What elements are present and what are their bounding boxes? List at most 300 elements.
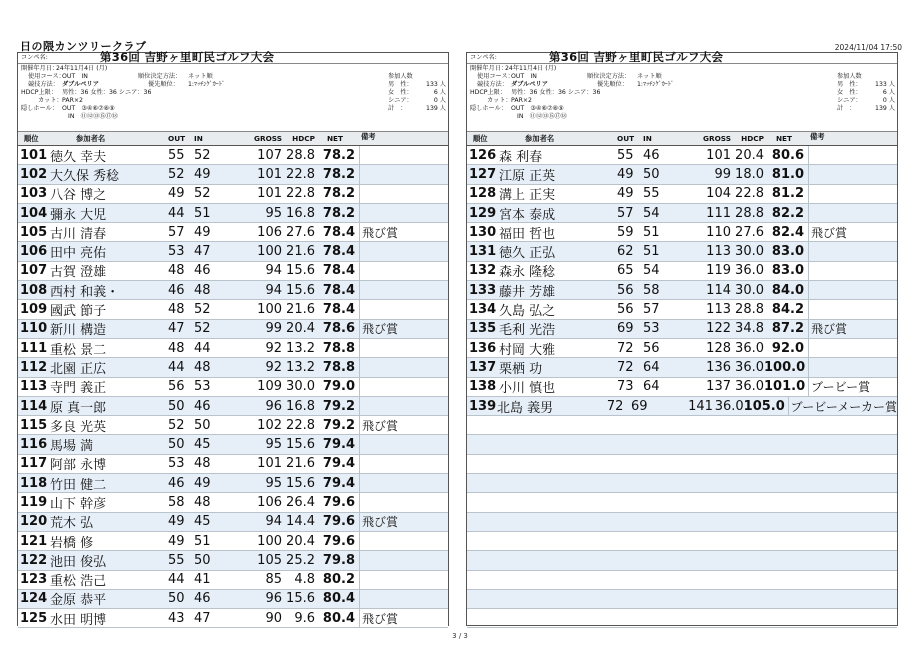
in-score: 54 bbox=[643, 205, 660, 221]
player-name: 國武 節子 bbox=[50, 304, 107, 320]
hdcp-value: 30.0 bbox=[286, 379, 315, 395]
hdcp-value: 36.0 bbox=[735, 263, 764, 279]
competition-header bbox=[467, 50, 897, 132]
table-row bbox=[467, 300, 897, 319]
remark bbox=[359, 242, 448, 260]
stat-value: 0 人 bbox=[433, 97, 446, 104]
out-score: 59 bbox=[617, 224, 634, 240]
table-row bbox=[18, 513, 448, 532]
remark bbox=[359, 339, 448, 357]
hdcp-value: 22.8 bbox=[286, 186, 315, 202]
net-score: 100.0 bbox=[764, 359, 806, 375]
out-score: 52 bbox=[168, 417, 185, 433]
net-score: 105.0 bbox=[743, 398, 785, 414]
results-rows bbox=[18, 146, 448, 628]
participants-title: 参加人数 bbox=[388, 73, 413, 80]
player-name: 北島 義男 bbox=[496, 400, 554, 416]
net-score: 79.4 bbox=[322, 475, 355, 491]
hidden-holes-out: OUT ③④⑥⑦⑧⑨ bbox=[511, 105, 564, 112]
in-score: 53 bbox=[194, 379, 211, 395]
rank-cell: 111 bbox=[20, 340, 48, 356]
remark bbox=[359, 165, 448, 183]
gross-score: 95 bbox=[265, 437, 282, 453]
gross-score: 95 bbox=[265, 205, 282, 221]
remark: 飛び賞 bbox=[359, 416, 448, 434]
hdcp-value: 15.6 bbox=[286, 282, 315, 298]
table-row bbox=[18, 281, 448, 300]
format-value: ダブルペリア bbox=[62, 81, 99, 88]
rank-cell: 101 bbox=[20, 147, 48, 163]
col-note: 備考 bbox=[810, 132, 825, 141]
cut-label: カット： bbox=[487, 97, 512, 104]
table-row bbox=[18, 378, 448, 397]
gross-score: 104 bbox=[706, 186, 731, 202]
date-value: 24年11月4日 (月) bbox=[505, 65, 557, 72]
column-header-row bbox=[18, 132, 448, 146]
hdcp-value: 16.8 bbox=[286, 398, 315, 414]
in-score: 46 bbox=[194, 263, 211, 279]
gross-score: 100 bbox=[257, 533, 282, 549]
in-score: 41 bbox=[194, 572, 211, 588]
gross-score: 109 bbox=[257, 379, 282, 395]
gross-score: 101 bbox=[257, 166, 282, 182]
out-score: 47 bbox=[168, 321, 185, 337]
out-score: 44 bbox=[168, 572, 185, 588]
gross-score: 92 bbox=[265, 340, 282, 356]
rank-cell: 131 bbox=[469, 244, 497, 260]
club-name: 日の隈カンツリークラブ bbox=[20, 40, 147, 53]
stat-value: 133 人 bbox=[875, 81, 895, 88]
net-score: 80.6 bbox=[771, 147, 804, 163]
rank-cell: 130 bbox=[469, 224, 497, 240]
empty-row bbox=[467, 609, 897, 628]
player-name: 重松 浩己 bbox=[50, 574, 107, 590]
out-score: 44 bbox=[168, 205, 185, 221]
out-score: 57 bbox=[168, 224, 185, 240]
out-score: 56 bbox=[617, 282, 634, 298]
player-name: 阿部 永博 bbox=[50, 458, 107, 474]
stat-value: 139 人 bbox=[426, 105, 446, 112]
table-row bbox=[18, 532, 448, 551]
player-name: 彌永 大児 bbox=[50, 207, 107, 223]
out-score: 49 bbox=[617, 166, 634, 182]
gross-score: 111 bbox=[706, 205, 731, 221]
table-row bbox=[18, 455, 448, 474]
stat-label: 計 ： bbox=[837, 105, 856, 112]
player-name: 久島 弘之 bbox=[499, 304, 556, 320]
in-score: 56 bbox=[643, 340, 660, 356]
empty-row bbox=[467, 435, 897, 454]
hdcp-value: 9.6 bbox=[294, 610, 315, 626]
hdcp-value: 21.6 bbox=[286, 456, 315, 472]
remark bbox=[808, 242, 897, 260]
player-name: 荒木 弘 bbox=[50, 516, 94, 532]
gross-score: 94 bbox=[265, 514, 282, 530]
out-score: 50 bbox=[168, 398, 185, 414]
in-score: 48 bbox=[194, 456, 211, 472]
col-in: IN bbox=[643, 134, 652, 143]
rank-cell: 123 bbox=[20, 572, 48, 588]
hdcp-value: 36.0 bbox=[735, 340, 764, 356]
hdcp-value: 4.8 bbox=[294, 572, 315, 588]
rank-cell: 134 bbox=[469, 302, 497, 318]
rank-cell: 116 bbox=[20, 437, 48, 453]
rank-cell: 118 bbox=[20, 475, 48, 491]
empty-row bbox=[467, 455, 897, 474]
remark bbox=[808, 358, 897, 376]
player-name: 金原 恭平 bbox=[50, 593, 107, 609]
table-row bbox=[18, 320, 448, 339]
hdcp-value: 30.0 bbox=[735, 282, 764, 298]
stat-value: 139 人 bbox=[875, 105, 895, 112]
net-score: 79.4 bbox=[322, 437, 355, 453]
player-name: 宮本 泰成 bbox=[499, 207, 556, 223]
out-score: 62 bbox=[617, 244, 634, 260]
hdcp-value: 16.8 bbox=[286, 205, 315, 221]
in-score: 54 bbox=[643, 263, 660, 279]
gross-score: 94 bbox=[265, 263, 282, 279]
participants-title: 参加人数 bbox=[837, 73, 862, 80]
rank-cell: 108 bbox=[20, 282, 48, 298]
hdcp-value: 27.6 bbox=[735, 224, 764, 240]
net-score: 82.4 bbox=[771, 224, 804, 240]
player-name: 毛利 光浩 bbox=[499, 323, 556, 339]
player-name: 古賀 澄雄 bbox=[50, 265, 107, 281]
hidden-holes-out: OUT ③④⑥⑦⑧⑨ bbox=[62, 105, 115, 112]
remark bbox=[359, 551, 448, 569]
remark bbox=[808, 281, 897, 299]
rank-method-label: 順位決定方法： bbox=[138, 73, 182, 80]
empty-row bbox=[467, 474, 897, 493]
gross-score: 114 bbox=[706, 282, 731, 298]
out-score: 52 bbox=[168, 166, 185, 182]
player-name: 古川 清春 bbox=[50, 226, 107, 242]
in-score: 48 bbox=[194, 494, 211, 510]
rank-cell: 133 bbox=[469, 282, 497, 298]
hdcp-value: 22.8 bbox=[286, 417, 315, 433]
net-score: 79.2 bbox=[322, 417, 355, 433]
out-score: 58 bbox=[168, 494, 185, 510]
rank-cell: 102 bbox=[20, 166, 48, 182]
rank-cell: 112 bbox=[20, 359, 48, 375]
gross-score: 102 bbox=[257, 417, 282, 433]
table-row bbox=[467, 358, 897, 377]
out-score: 48 bbox=[168, 263, 185, 279]
stat-value: 133 人 bbox=[426, 81, 446, 88]
player-name: 馬場 満 bbox=[50, 439, 94, 455]
out-score: 56 bbox=[617, 302, 634, 318]
hdcp-value: 36.0 bbox=[735, 359, 764, 375]
stat-label: 男 性： bbox=[388, 81, 413, 88]
out-score: 49 bbox=[168, 514, 185, 530]
rank-cell: 105 bbox=[20, 224, 48, 240]
remark bbox=[808, 165, 897, 183]
stat-label: 計 ： bbox=[388, 105, 407, 112]
hdcp-value: 15.6 bbox=[286, 437, 315, 453]
col-rank: 順位 bbox=[473, 133, 488, 143]
out-score: 72 bbox=[617, 359, 634, 375]
remark bbox=[359, 455, 448, 473]
rank-cell: 132 bbox=[469, 263, 497, 279]
in-score: 48 bbox=[194, 359, 211, 375]
cut-value: PAR×2 bbox=[511, 97, 532, 104]
net-score: 83.0 bbox=[771, 244, 804, 260]
player-name: 池田 俊弘 bbox=[50, 554, 107, 570]
gross-score: 100 bbox=[257, 244, 282, 260]
remark bbox=[359, 397, 448, 415]
out-score: 44 bbox=[168, 359, 185, 375]
table-row bbox=[18, 223, 448, 242]
remark bbox=[359, 146, 448, 164]
remark bbox=[808, 339, 897, 357]
player-name: 栗栖 功 bbox=[499, 361, 543, 377]
net-score: 79.6 bbox=[322, 494, 355, 510]
remark: ブービーメーカー賞 bbox=[788, 397, 897, 415]
gross-score: 106 bbox=[257, 494, 282, 510]
table-row bbox=[18, 609, 448, 628]
net-score: 78.6 bbox=[322, 321, 355, 337]
hdcp-value: 男性：36 女性：36 シニア：36 bbox=[511, 89, 601, 96]
remark bbox=[359, 378, 448, 396]
col-in: IN bbox=[194, 134, 203, 143]
gross-score: 96 bbox=[265, 591, 282, 607]
hdcp-value: 男性：36 女性：36 シニア：36 bbox=[62, 89, 152, 96]
player-name: 徳久 幸夫 bbox=[50, 149, 107, 165]
table-row bbox=[18, 474, 448, 493]
player-name: 竹田 健二 bbox=[50, 477, 107, 493]
hidden-holes-label: 隠しホール： bbox=[21, 105, 59, 112]
table-row bbox=[467, 242, 897, 261]
in-score: 45 bbox=[194, 514, 211, 530]
out-score: 73 bbox=[617, 379, 634, 395]
in-score: 51 bbox=[643, 224, 660, 240]
remark bbox=[359, 532, 448, 550]
printed-timestamp: 2024/11/04 17:50 bbox=[834, 43, 902, 52]
compe-label: コンペ名: bbox=[470, 54, 497, 61]
col-out: OUT bbox=[168, 134, 186, 143]
date-label: 開催年月日： bbox=[470, 65, 508, 72]
remark bbox=[808, 185, 897, 203]
hdcp-value: 15.6 bbox=[286, 475, 315, 491]
net-score: 79.6 bbox=[322, 533, 355, 549]
remark bbox=[359, 204, 448, 222]
course-value: OUT IN bbox=[511, 73, 537, 80]
player-name: 北園 正広 bbox=[50, 361, 107, 377]
gross-score: 99 bbox=[265, 321, 282, 337]
out-score: 72 bbox=[606, 398, 624, 414]
remark bbox=[808, 204, 897, 222]
gross-score: 92 bbox=[265, 359, 282, 375]
table-row bbox=[18, 590, 448, 609]
remark bbox=[359, 262, 448, 280]
table-row bbox=[18, 493, 448, 512]
rank-cell: 117 bbox=[20, 456, 48, 472]
rank-cell: 128 bbox=[469, 186, 497, 202]
hdcp-value: 25.2 bbox=[286, 552, 315, 568]
gross-score: 141 bbox=[688, 398, 713, 414]
player-name: 八谷 博之 bbox=[50, 188, 107, 204]
rank-cell: 139 bbox=[469, 398, 497, 414]
rank-cell: 136 bbox=[469, 340, 497, 356]
out-score: 46 bbox=[168, 282, 185, 298]
in-score: 55 bbox=[643, 186, 660, 202]
stat-value: 6 人 bbox=[882, 89, 895, 96]
out-score: 43 bbox=[168, 610, 185, 626]
rank-cell: 129 bbox=[469, 205, 497, 221]
rank-cell: 114 bbox=[20, 398, 48, 414]
empty-row bbox=[467, 551, 897, 570]
net-score: 78.2 bbox=[322, 147, 355, 163]
hdcp-value: 34.8 bbox=[735, 321, 764, 337]
hidden-holes-in: IN ⑪⑫⑬⑮⑰⑱ bbox=[68, 113, 118, 120]
format-label: 競技方法： bbox=[28, 81, 59, 88]
net-score: 78.2 bbox=[322, 166, 355, 182]
table-row bbox=[18, 339, 448, 358]
col-note: 備考 bbox=[361, 132, 376, 141]
net-score: 79.6 bbox=[322, 514, 355, 530]
date-value: 24年11月4日 (月) bbox=[56, 65, 108, 72]
table-row bbox=[467, 204, 897, 223]
player-name: 徳久 正弘 bbox=[499, 246, 556, 262]
rank-cell: 125 bbox=[20, 610, 48, 626]
remark: 飛び賞 bbox=[359, 609, 448, 627]
stat-label: 女 性： bbox=[388, 89, 413, 96]
rank-cell: 115 bbox=[20, 417, 48, 433]
net-score: 82.2 bbox=[771, 205, 804, 221]
in-score: 53 bbox=[643, 321, 660, 337]
gross-score: 101 bbox=[257, 186, 282, 202]
in-score: 52 bbox=[194, 302, 211, 318]
remark bbox=[359, 281, 448, 299]
competition-title: 第36回 吉野ヶ里町民ゴルフ大会 bbox=[549, 50, 724, 64]
in-score: 47 bbox=[194, 610, 211, 626]
remark: ブービー賞 bbox=[808, 378, 897, 396]
net-score: 79.4 bbox=[322, 456, 355, 472]
player-name: 江原 正英 bbox=[499, 168, 556, 184]
hdcp-value: 21.6 bbox=[286, 302, 315, 318]
hdcp-value: 15.6 bbox=[286, 263, 315, 279]
out-score: 72 bbox=[617, 340, 634, 356]
cut-label: カット： bbox=[38, 97, 63, 104]
rank-cell: 138 bbox=[469, 379, 497, 395]
empty-row bbox=[467, 416, 897, 435]
rank-cell: 120 bbox=[20, 514, 48, 530]
out-score: 46 bbox=[168, 475, 185, 491]
hdcp-value: 21.6 bbox=[286, 244, 315, 260]
table-row bbox=[18, 185, 448, 204]
net-score: 78.4 bbox=[322, 282, 355, 298]
rank-cell: 107 bbox=[20, 263, 48, 279]
table-row bbox=[18, 416, 448, 435]
results-panel-left bbox=[17, 52, 449, 626]
in-score: 49 bbox=[194, 166, 211, 182]
empty-row bbox=[467, 590, 897, 609]
hdcp-value: 20.4 bbox=[735, 147, 764, 163]
col-name: 参加者名 bbox=[525, 133, 555, 143]
table-row bbox=[18, 358, 448, 377]
net-score: 80.4 bbox=[322, 591, 355, 607]
in-score: 50 bbox=[194, 552, 211, 568]
table-row bbox=[18, 242, 448, 261]
player-name: 原 真一郎 bbox=[50, 400, 107, 416]
remark bbox=[359, 435, 448, 453]
in-score: 46 bbox=[194, 591, 211, 607]
net-score: 81.2 bbox=[771, 186, 804, 202]
net-score: 101.0 bbox=[764, 379, 806, 395]
column-header-row bbox=[467, 132, 897, 146]
table-row bbox=[18, 397, 448, 416]
net-score: 78.8 bbox=[322, 340, 355, 356]
in-score: 47 bbox=[194, 244, 211, 260]
rank-cell: 124 bbox=[20, 591, 48, 607]
stat-value: 0 人 bbox=[882, 97, 895, 104]
net-score: 78.4 bbox=[322, 302, 355, 318]
hidden-holes-in: IN ⑪⑫⑬⑮⑰⑱ bbox=[517, 113, 567, 120]
net-score: 92.0 bbox=[771, 340, 804, 356]
rank-cell: 135 bbox=[469, 321, 497, 337]
in-score: 57 bbox=[643, 302, 660, 318]
gross-score: 94 bbox=[265, 282, 282, 298]
net-score: 78.4 bbox=[322, 263, 355, 279]
net-score: 83.0 bbox=[771, 263, 804, 279]
net-score: 78.2 bbox=[322, 186, 355, 202]
hdcp-value: 13.2 bbox=[286, 340, 315, 356]
gross-score: 113 bbox=[706, 244, 731, 260]
rank-cell: 137 bbox=[469, 359, 497, 375]
net-score: 78.8 bbox=[322, 359, 355, 375]
player-name: 藤井 芳雄 bbox=[499, 284, 556, 300]
net-score: 80.2 bbox=[322, 572, 355, 588]
empty-row bbox=[467, 532, 897, 551]
stat-label: シニア： bbox=[388, 97, 413, 104]
gross-score: 85 bbox=[265, 572, 282, 588]
out-score: 53 bbox=[168, 456, 185, 472]
rank-cell: 106 bbox=[20, 244, 48, 260]
table-row bbox=[467, 339, 897, 358]
remark: 飛び賞 bbox=[808, 223, 897, 241]
remark bbox=[808, 146, 897, 164]
out-score: 48 bbox=[168, 340, 185, 356]
stat-value: 6 人 bbox=[433, 89, 446, 96]
hdcp-value: 28.8 bbox=[735, 302, 764, 318]
in-score: 46 bbox=[643, 147, 660, 163]
in-score: 69 bbox=[631, 398, 648, 414]
in-score: 52 bbox=[194, 321, 211, 337]
results-rows bbox=[467, 146, 897, 628]
course-label: 使用コース： bbox=[28, 73, 65, 80]
table-row bbox=[467, 397, 897, 416]
net-score: 79.0 bbox=[322, 379, 355, 395]
remark: 飛び賞 bbox=[359, 513, 448, 531]
rank-cell: 121 bbox=[20, 533, 48, 549]
empty-row bbox=[467, 571, 897, 590]
out-score: 55 bbox=[168, 552, 185, 568]
out-score: 57 bbox=[617, 205, 634, 221]
remark bbox=[359, 571, 448, 589]
hdcp-value: 30.0 bbox=[735, 244, 764, 260]
in-score: 49 bbox=[194, 475, 211, 491]
hdcp-value: 15.6 bbox=[286, 591, 315, 607]
net-score: 87.2 bbox=[771, 321, 804, 337]
player-name: 森永 隆稔 bbox=[499, 265, 556, 281]
hidden-holes-label: 隠しホール： bbox=[470, 105, 508, 112]
stat-label: 男 性： bbox=[837, 81, 862, 88]
in-score: 50 bbox=[194, 417, 211, 433]
gross-score: 99 bbox=[714, 166, 731, 182]
in-score: 51 bbox=[194, 533, 211, 549]
col-out: OUT bbox=[617, 134, 635, 143]
remark bbox=[808, 262, 897, 280]
